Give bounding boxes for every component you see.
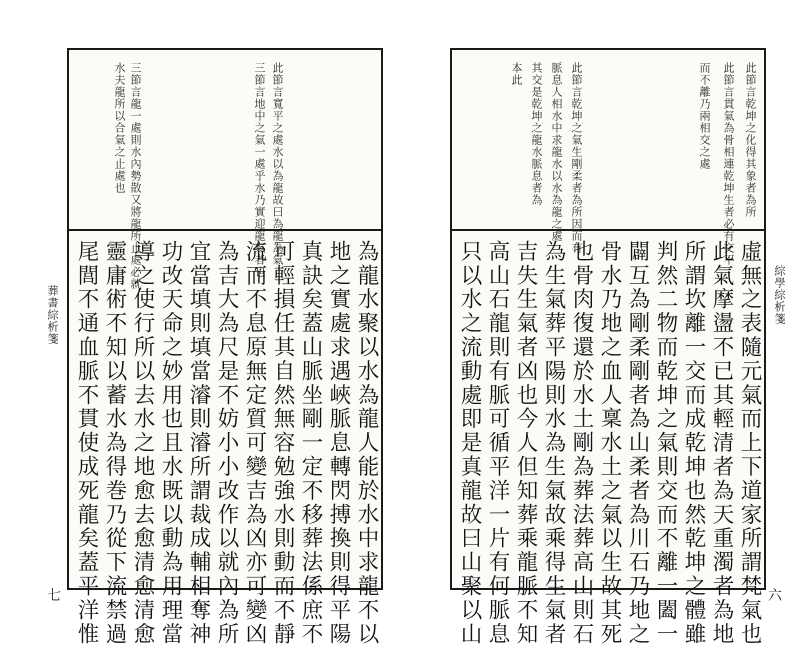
text-column: 為吉大為尺是不妨小小改作以就內為所 bbox=[214, 240, 239, 646]
text-column: 尾閭不通血脈不貫使成死龍矣蓋平洋惟 bbox=[74, 240, 99, 646]
right-margin-title: 綜學綜析箋 bbox=[773, 265, 786, 325]
text-column: 導之使行所以去水之地愈去愈清愈清愈 bbox=[130, 240, 155, 646]
text-column: 骨水乃地之血人稟水土之氣以生故其死 bbox=[597, 240, 622, 646]
text-column: 功改天命之妙用也且水既以動為用理當 bbox=[158, 240, 183, 646]
right-page-number: 六 bbox=[768, 588, 782, 604]
annotation-column: 此節言乾坤之氣生剛柔者為所因而有 bbox=[570, 62, 583, 254]
annotation-column: 此節言乾坤之化得其象者為所 bbox=[744, 62, 757, 218]
text-column: 靈庸術不知以蓄水為得巻乃從下流禁過 bbox=[102, 240, 127, 646]
right-annotation-area bbox=[452, 50, 764, 266]
page-divider bbox=[452, 229, 764, 231]
annotation-column: 三節言地中之氣一處乎水乃實迎龍氣者也 bbox=[253, 62, 266, 278]
text-column: 此氣摩盪不已其輕清者為天重濁者為地 bbox=[709, 240, 734, 646]
text-column: 為龍水聚以水為龍人能於水中求龍不以 bbox=[354, 240, 379, 646]
annotation-column: 此節言貫氣為骨相連乾坤生者必有交不 bbox=[722, 62, 735, 266]
text-column: 判然二物而乾坤之氣則交而不離一闔一 bbox=[653, 240, 678, 646]
left-margin-title: 葬書綜析箋 bbox=[46, 285, 59, 345]
page-divider bbox=[69, 229, 381, 231]
text-column: 虛無之表隨元氣而上下道家所謂梵氣也 bbox=[737, 240, 762, 646]
annotation-column: 脈息人相水中求龍水以水為龍之處 bbox=[550, 62, 563, 242]
annotation-column: 此節言寬平之處水以為龍故曰為龍為氣 bbox=[271, 62, 284, 266]
text-column: 闢互為剛柔剛者為山柔者為川石乃地之 bbox=[625, 240, 650, 646]
annotation-column: 水夫龍所以合氣之止處也 bbox=[113, 62, 126, 194]
text-column: 也骨肉復還於水土剛為葬法葬高山則石 bbox=[569, 240, 594, 646]
annotation-column: 其交是乾坤之龍水脈息者為 bbox=[530, 62, 543, 206]
text-column: 所謂坎離一交而成乾坤也然乾坤之體雖 bbox=[681, 240, 706, 646]
right-page bbox=[450, 48, 766, 646]
left-page-number: 七 bbox=[47, 588, 61, 604]
text-column: 吉失生氣者凶也今人但知葬乘龍脈不知 bbox=[513, 240, 538, 646]
text-column: 為生氣葬平陽則水為生氣故乘得生氣者 bbox=[541, 240, 566, 646]
text-column: 流而不息原無定質可變吉為凶亦可變凶 bbox=[242, 240, 267, 646]
annotation-column: 而不離乃兩相交之處 bbox=[698, 62, 711, 170]
text-column: 可輕損任其自然無容勉強水則動而不靜 bbox=[270, 240, 295, 646]
text-column: 真訣矣蓋山脈坐剛一定不移葬法係庶不 bbox=[298, 240, 323, 646]
text-column: 只以水之流動處即是真龍故曰山聚以山 bbox=[457, 240, 482, 646]
text-column: 地之實處求遇峽脈息轉閃搏換則得平陽 bbox=[326, 240, 351, 646]
text-column: 高山石龍則有脈可循平洋一片有何脈息 bbox=[485, 240, 510, 646]
annotation-column: 本此 bbox=[510, 62, 523, 86]
text-column: 宜當填則填當濬則濬所謂裁成輔相奪神 bbox=[186, 240, 211, 646]
left-annotation-area bbox=[69, 50, 381, 290]
annotation-column: 三節言龍一處則水內勢散又將龍所止處必就 bbox=[129, 62, 142, 290]
left-page bbox=[67, 48, 383, 646]
